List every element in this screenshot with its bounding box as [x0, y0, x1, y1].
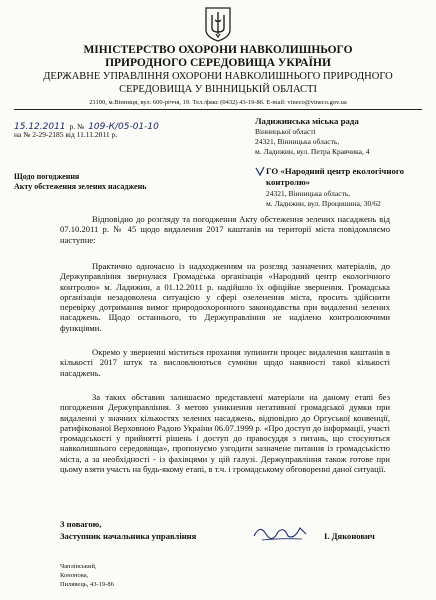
trident-emblem-icon: [204, 6, 232, 42]
closing: З повагою,: [60, 519, 102, 529]
recipient-2-line: м. Ладижин, вул. Процишина, 30/62: [266, 199, 381, 208]
recipient-2-line: 24321, Вінницька область,: [266, 189, 351, 198]
recipient-1-line: м. Ладижин, вул. Петра Кравчика, 4: [255, 147, 370, 156]
recipient-2-name-cont: контролю»: [266, 177, 311, 187]
signatory-name: І. Дяконович: [324, 531, 375, 541]
signatory-position: Заступник начальника управління: [60, 531, 197, 541]
outgoing-date: 15.12.2011: [14, 122, 66, 132]
recipient-1-line: Вінницької області: [255, 127, 316, 136]
incoming-reference: на № 2-29-2185 від 11.11.2011 р.: [14, 130, 118, 139]
body-paragraph: Окремо у зверненні міститься прохання зупинити процес видалення каштанів в кількості 2017 штук та висловлюються сумніви щодо наявності такої кількості насаджень.: [60, 347, 390, 378]
ministry-title-line2: ПРИРОДНОГО СЕРЕДОВИЩА УКРАЇНИ: [105, 57, 331, 69]
subject-line1: Щодо погодження: [14, 172, 80, 181]
department-line2: СЕРЕДОВИЩА У ВІННИЦЬКІЙ ОБЛАСТІ: [119, 84, 317, 95]
outgoing-number: 109-К/05-01-10: [88, 122, 159, 132]
recipient-1-line: 24321, Вінницька область,: [255, 137, 340, 146]
executor-line: Пилявець, 43-19-86: [60, 581, 114, 588]
outgoing-reference: [14, 116, 214, 132]
header-divider: [14, 109, 422, 110]
body-paragraph: Відповідно до розгляду та погодження Акту обстеження зелених насаджень від 07.10.2011 р. № 45 щодо видалення 2017 каштанів на території міста повідомляємо наступне:: [60, 214, 390, 245]
ministry-title-line1: МІНІСТЕРСТВО ОХОРОНИ НАВКОЛИШНЬОГО: [83, 44, 353, 56]
outgoing-number-label: р. №: [69, 122, 85, 131]
recipient-2-name: ГО «Народний центр екологічного: [266, 166, 405, 176]
body-paragraph: За таких обставин залишаємо представлені матеріали на даному етапі без погодження Держуправління. З метою уникнення негативної громадської думки при видаленні у значних кількостях зелених насаджень, відповідно до Оргуської конвенції, ратифікованої Верховною Радою України 06.07.1999 р. «Про доступ до інформації, участі громадськості у прийнятті рішень і доступ до правосуддя з питань, що стосуються навколишнього середовища», пропонуємо узгодити зазначене питання із громадськістю міста, а за необхідності - із фахівцями у цій галузі. Держуправління також готове при цьому взяти участь на будь-якому етапі, в т.ч. і громадському обговоренні даної ситуації.: [60, 392, 390, 475]
body-paragraph: Практично одночасно із надходженням на розгляд зазначених матеріалів, до Держуправління звернулася Громадська організація «Народний центр екологічного контролю» м. Ладижин, а 01.12.2011 р. надійшло їх офіційне звернення. Громадська організація незадоволена ситуацією у сфері озеленення міста, просить здійснити перевірку дотримання вимог природоохоронного законодавства при видаленні зелених насаджень. Щодо останнього, то Держуправління не наділено контролюючими функціями.: [60, 261, 390, 333]
subject-line2: Акту обстеження зелених насаджень: [14, 182, 147, 191]
recipient-1-name: Ладижинська міська рада: [255, 116, 359, 126]
department-line1: ДЕРЖАВНЕ УПРАВЛІННЯ ОХОРОНИ НАВКОЛИШНЬОГО ПРИРОДНОГО: [43, 71, 393, 82]
department-address: 21100, м.Вінниця, вул. 600-річчя, 19. Тел./факс (0432) 43-19-86. E-mail: vineco@vineco.gov.ua: [89, 99, 347, 106]
executor-line: Кононова,: [60, 572, 89, 579]
handwritten-signature: [250, 520, 310, 544]
handwritten-check-mark-icon: [255, 166, 265, 176]
executor-line: Чаплінський,: [60, 563, 97, 570]
